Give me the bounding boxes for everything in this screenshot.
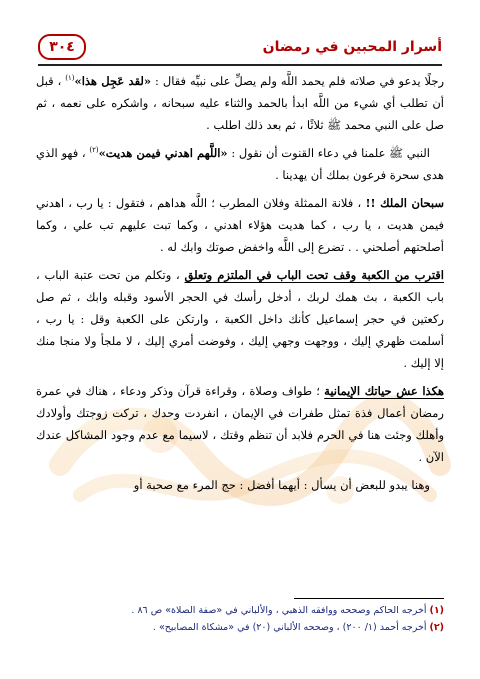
- paragraph-text: ؛ طواف وصلاة ، وقراءة قرآن وذكر ودعاء ، هناك في عمرة رمضان أعمال فذة تمثل طفرات في الإيمان ، انفردت وحدك ، تركت زوجتك وأولادك وأهلك وجئت هنا في الحرم فلابد أن تنظم وقتك ، لاسيما مع عدم وجود المشاكل عندك الآن .: [36, 384, 444, 464]
- footnotes: [36, 602, 444, 636]
- footnote-ref-1[interactable]: (١): [65, 74, 75, 83]
- paragraph-4: [36, 264, 444, 374]
- paragraph-2: [36, 142, 444, 186]
- footnote-text: أخرجه الحاكم وصححه ووافقه الذهبي ، والألباني في «صفة الصلاة» ص ٨٦ .: [131, 605, 430, 616]
- header-divider: [38, 64, 442, 66]
- paragraph-text: وهنا يبدو للبعض أن يسأل : أيهما أفضل : حج المرء مع صحبة أو: [133, 478, 430, 492]
- paragraph-5: [36, 380, 444, 468]
- paragraph-text: رجلًا يدعو في صلاته فلم يحمد اللَّه ولم يصلِّ على نبيِّه فقال :: [151, 74, 445, 88]
- paragraph-3: [36, 192, 444, 258]
- footnote-number: (٢): [429, 622, 444, 633]
- hadith-quote: «لقد عَجِل هذا»: [74, 74, 152, 88]
- footnote-divider: [294, 598, 444, 599]
- paragraph-text: ، وتكلم من تحت عتبة الباب ، باب الكعبة ، بث همك لربك ، أدخل رأسك في الحجر الأسود وقبله وابك ، ثم صل ركعتين في حجر إسماعيل كأنك داخل الكعبة ، وارتكن على الكعبة وقل : يا رب ، أسلمت ظهري إليك ، ووجهت وجهي إليك ، وفوضت أمري إليك ، لا ملجأ ولا منجا منك إلا إليك .: [36, 268, 444, 370]
- paragraph-lead: سبحان الملك !!: [365, 196, 445, 210]
- hadith-quote: «اللَّهم اهدني فيمن هديت»: [98, 146, 228, 160]
- footnote-1: [36, 602, 444, 619]
- paragraph-lead: هكذا عش حياتك الإيمانية: [324, 384, 444, 398]
- paragraph-text: ، قبل أن تطلب أي شيء من اللَّه ابدأ بالحمد والثناء عليه سبحانه ، واشكره على نعمه ، ثم صل على النبي محمد ﷺ ثلاثًا ، ثم بعد ذلك اطلب .: [36, 74, 444, 132]
- paragraph-lead: اقترب من الكعبة وقف تحت الباب في الملتزم وتعلق: [184, 268, 444, 282]
- page-number-badge: [38, 34, 86, 60]
- footnote-2: [36, 619, 444, 636]
- paragraph-text: ، فلانة الممثلة وفلان المطرب ؛ اللَّه هداهم ، فتقول : يا رب ، اهدني فيمن هديت ، يا رب ، كما هديت هؤلاء اهدني ، وكما تبت عليهم تب علي ، وكما أصلحتهم أصلحني . . تضرع إلى اللَّه واخفض صوتك وابك له .: [36, 196, 444, 254]
- footnote-ref-2[interactable]: (٢): [89, 146, 99, 155]
- page-number: ٣٠٤: [49, 39, 75, 55]
- footnote-number: (١): [429, 605, 444, 616]
- paragraph-text: النبي ﷺ علمنا في دعاء القنوت أن نقول :: [227, 146, 430, 160]
- paragraph-1: [36, 70, 444, 136]
- paragraph-text: ، فهو الذي هدى سحرة فرعون بملك أن يهدينا .: [36, 146, 444, 182]
- footnote-text: أخرجه أحمد (١/ ٢٠٠) ، وصححه الألباني (٢٠) في «مشكاة المصابيح» .: [152, 622, 430, 633]
- book-title: أسرار المحبين في رمضان: [262, 39, 442, 55]
- main-text: [36, 70, 444, 502]
- page-header: [38, 32, 442, 62]
- paragraph-6: [36, 474, 444, 496]
